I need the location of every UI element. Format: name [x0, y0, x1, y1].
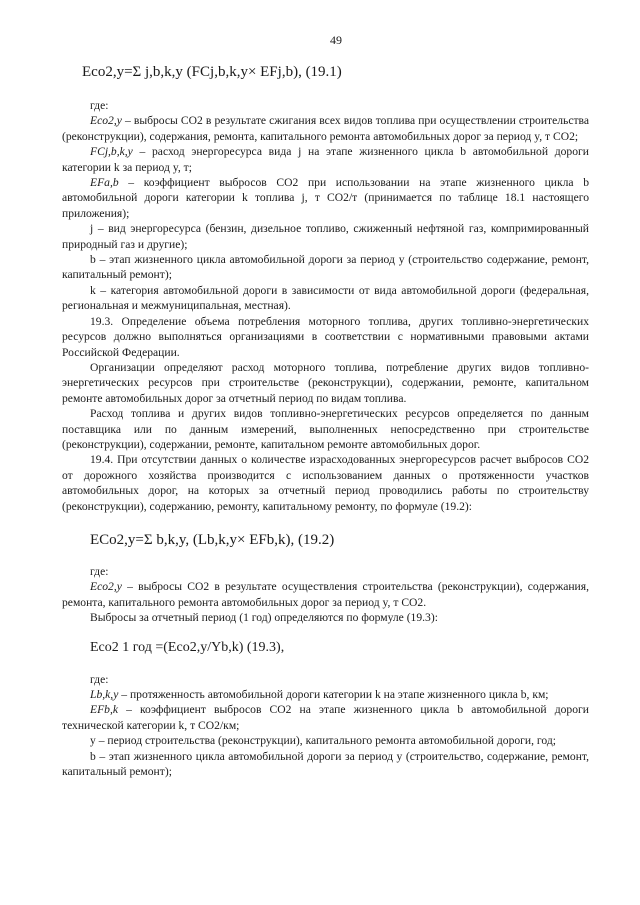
definition-b: b – этап жизненного цикла автомобильной дороги за период y (строительство содержание, ремонт, капитальный ремонт); — [62, 253, 589, 282]
symbol: EFb,k — [90, 703, 119, 717]
symbol: Lb,k,y — [90, 688, 119, 701]
where-label-3: где: — [90, 672, 109, 686]
paragraph-fuel-consumption: Расход топлива и других видов топливно-энергетических ресурсов определяется по данным поставщика или по данным измерений, выполненных непосредственно при строительстве (реконструкции), содержании, ремонте, капитальном ремонте автомобильных дорог. — [62, 407, 589, 451]
definition-k: k – категория автомобильной дороги в зависимости от вида автомобильной дороги (федеральная, региональная и межмуниципальная, местная). — [62, 283, 589, 313]
page-number: 49 — [330, 33, 342, 47]
definition-ef-bk: EFb,k – коэффициент выбросов СО2 на этапе жизненного цикла b автомобильной дороги технической категории k, т СО2/км; — [62, 703, 589, 732]
formula-19-3: Eco2 1 год =(Eco2,y/Yb,k) (19.3), — [90, 639, 285, 655]
symbol: EFa,b — [90, 176, 119, 190]
definition-ef: EFa,b – коэффициент выбросов СО2 при использовании на этапе жизненного цикла b автомобильной дороги категории k топлива j, т СО2/т (принимается по таблице 18.1 настоящего приложения); — [62, 176, 589, 220]
definition-e-co2-2: Eco2,y – выбросы СО2 в результате осуществления строительства (реконструкции), содержания, ремонта, капитального ремонта автомобильных дорог за период y, т СО2. — [62, 580, 589, 609]
where-label: где: — [90, 99, 109, 112]
paragraph-19-3: 19.3. Определение объема потребления моторного топлива, других топливно-энергетических ресурсов должно выполняться организациями в соответствии с нормативными правовыми актами Российской Федерации. — [62, 314, 589, 359]
definition-l: Lb,k,y – протяженность автомобильной дороги категории k на этапе жизненного цикла b, км; — [90, 688, 549, 701]
where-label-2: где: — [90, 564, 109, 578]
definition-e-co2: Eco2,y – выбросы СО2 в результате сжигания всех видов топлива при осуществлении строительства (реконструкции), содержания, ремонта, капитального ремонта автомобильных дорог за период y, т СО2; — [62, 114, 589, 143]
formula-19-1: Eco2,y=Σ j,b,k,y (FCj,b,k,y× EFj,b), (19.1) — [82, 64, 342, 80]
definition-y: y – период строительства (реконструкции), капитального ремонта автомобильной дороги, год; — [90, 734, 556, 748]
definition-b-2: b – этап жизненного цикла автомобильной дороги за период y (строительство, содержание, ремонт, капитальный ремонт); — [62, 749, 589, 779]
page-content — [62, 62, 589, 779]
definition-fc: FCj,b,k,y – расход энергоресурса вида j на этапе жизненного цикла b автомобильной дороги категории k за период y, т; — [62, 145, 589, 174]
paragraph-19-4: 19.4. При отсутствии данных о количестве израсходованных энергоресурсов расчет выбросов СО2 от дорожного хозяйства производится с использованием данных о протяженности участков автомобильных дорог, на которых за отчетный период проводились работы по строительству (реконструкции), содержанию, ремонту, капитальному ремонту, по формуле (19.2): — [62, 453, 589, 513]
symbol: FCj,b,k,y — [90, 145, 133, 159]
paragraph-organizations: Организации определяют расход моторного топлива, потребление других видов топливно-энергетических ресурсов при строительстве (реконструкции), содержании, ремонте, капитальном ремонте автомобильных дорог за отчетный период по видам топлива. — [62, 360, 589, 405]
definition-j: j – вид энергоресурса (бензин, дизельное топливо, сжиженный нефтяной газ, компримированный природный газ и другие); — [62, 222, 589, 251]
symbol: Eco2,y — [90, 580, 122, 594]
symbol: Eco2,y — [90, 114, 122, 128]
formula-19-2: ECo2,y=Σ b,k,y, (Lb,k,y× EFb,k), (19.2) — [90, 531, 335, 548]
paragraph-emissions-period: Выбросы за отчетный период (1 год) определяются по формуле (19.3): — [90, 611, 438, 625]
